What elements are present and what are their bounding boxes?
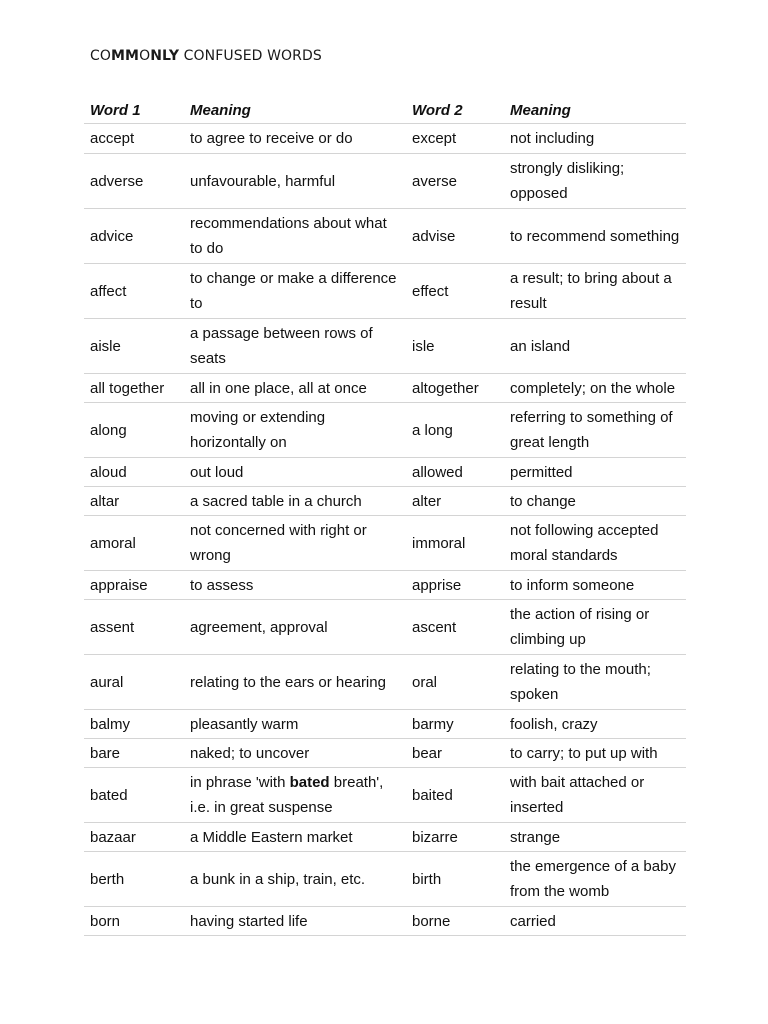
table-row <box>84 571 686 600</box>
meaning-2-cell: referring to something of great length <box>504 403 686 458</box>
word-1-cell: all together <box>84 374 184 403</box>
meaning-2-cell: completely; on the whole <box>504 374 686 403</box>
word-2-cell: allowed <box>406 458 504 487</box>
word-1-cell: assent <box>84 600 184 655</box>
table-row <box>84 739 686 768</box>
meaning-1-cell <box>184 768 406 823</box>
meaning-text: in phrase 'with <box>190 774 290 791</box>
word-2-cell: isle <box>406 319 504 374</box>
word-2-cell: except <box>406 124 504 154</box>
meaning-2-cell: an island <box>504 319 686 374</box>
meaning-2-cell: foolish, crazy <box>504 710 686 739</box>
meaning-1-cell: to agree to receive or do <box>184 124 406 154</box>
word-1-cell: affect <box>84 264 184 319</box>
meaning-1-cell: a sacred table in a church <box>184 487 406 516</box>
meaning-2-cell: not including <box>504 124 686 154</box>
table-row <box>84 403 686 458</box>
page-title <box>90 48 322 64</box>
meaning-1-cell: out loud <box>184 458 406 487</box>
table-row <box>84 516 686 571</box>
word-1-cell: along <box>84 403 184 458</box>
meaning-1-cell: naked; to uncover <box>184 739 406 768</box>
table-row <box>84 319 686 374</box>
meaning-2-cell: to recommend something <box>504 209 686 264</box>
word-1-cell: born <box>84 907 184 936</box>
meaning-1-cell: moving or extending horizontally on <box>184 403 406 458</box>
table-row <box>84 154 686 209</box>
meaning-1-cell: a Middle Eastern market <box>184 823 406 852</box>
meaning-text: breath', i.e. in great suspense <box>190 774 384 816</box>
word-1-cell: accept <box>84 124 184 154</box>
table-row <box>84 209 686 264</box>
word-1-cell: aloud <box>84 458 184 487</box>
word-2-cell: advise <box>406 209 504 264</box>
word-2-cell: effect <box>406 264 504 319</box>
meaning-2-cell: the emergence of a baby from the womb <box>504 852 686 907</box>
confused-words-table <box>84 96 686 936</box>
header-meaning-1: Meaning <box>184 96 406 124</box>
meaning-1-cell: recommendations about what to do <box>184 209 406 264</box>
word-2-cell: averse <box>406 154 504 209</box>
header-meaning-2: Meaning <box>504 96 686 124</box>
meaning-2-cell: to carry; to put up with <box>504 739 686 768</box>
title-part: O <box>139 48 151 64</box>
table-row <box>84 264 686 319</box>
emphasized-word: bated <box>289 774 330 791</box>
meaning-2-cell: carried <box>504 907 686 936</box>
meaning-1-cell: a bunk in a ship, train, etc. <box>184 852 406 907</box>
table-row <box>84 487 686 516</box>
meaning-2-cell: with bait attached or inserted <box>504 768 686 823</box>
meaning-2-cell: strongly disliking; opposed <box>504 154 686 209</box>
meaning-1-cell: agreement, approval <box>184 600 406 655</box>
meaning-2-cell: relating to the mouth; spoken <box>504 655 686 710</box>
word-2-cell: bear <box>406 739 504 768</box>
table-row <box>84 852 686 907</box>
meaning-2-cell: a result; to bring about a result <box>504 264 686 319</box>
word-2-cell: borne <box>406 907 504 936</box>
meaning-1-cell: having started life <box>184 907 406 936</box>
title-part: CO <box>90 48 111 64</box>
header-word-1: Word 1 <box>84 96 184 124</box>
meaning-1-cell: to assess <box>184 571 406 600</box>
meaning-2-cell: strange <box>504 823 686 852</box>
word-2-cell: immoral <box>406 516 504 571</box>
header-word-2: Word 2 <box>406 96 504 124</box>
table-row <box>84 458 686 487</box>
meaning-1-cell: pleasantly warm <box>184 710 406 739</box>
meaning-1-cell: unfavourable, harmful <box>184 154 406 209</box>
word-1-cell: aural <box>84 655 184 710</box>
word-1-cell: altar <box>84 487 184 516</box>
meaning-2-cell: not following accepted moral standards <box>504 516 686 571</box>
word-1-cell: aisle <box>84 319 184 374</box>
word-1-cell: bazaar <box>84 823 184 852</box>
meaning-2-cell: to inform someone <box>504 571 686 600</box>
word-2-cell: birth <box>406 852 504 907</box>
word-1-cell: balmy <box>84 710 184 739</box>
word-2-cell: apprise <box>406 571 504 600</box>
table-row <box>84 768 686 823</box>
word-2-cell: altogether <box>406 374 504 403</box>
meaning-2-cell: permitted <box>504 458 686 487</box>
word-2-cell: barmy <box>406 710 504 739</box>
title-part: MM <box>111 48 140 64</box>
word-2-cell: bizarre <box>406 823 504 852</box>
meaning-1-cell: relating to the ears or hearing <box>184 655 406 710</box>
word-1-cell: appraise <box>84 571 184 600</box>
word-1-cell: bated <box>84 768 184 823</box>
word-1-cell: amoral <box>84 516 184 571</box>
table-row <box>84 600 686 655</box>
table-header-row <box>84 96 686 124</box>
word-1-cell: bare <box>84 739 184 768</box>
word-1-cell: advice <box>84 209 184 264</box>
word-1-cell: adverse <box>84 154 184 209</box>
word-2-cell: baited <box>406 768 504 823</box>
title-part: CONFUSED WORDS <box>179 48 322 64</box>
word-2-cell: alter <box>406 487 504 516</box>
title-part: NLY <box>150 48 180 64</box>
meaning-1-cell: all in one place, all at once <box>184 374 406 403</box>
word-2-cell: oral <box>406 655 504 710</box>
word-2-cell: a long <box>406 403 504 458</box>
table-row <box>84 710 686 739</box>
meaning-2-cell: the action of rising or climbing up <box>504 600 686 655</box>
word-1-cell: berth <box>84 852 184 907</box>
table-row <box>84 655 686 710</box>
word-2-cell: ascent <box>406 600 504 655</box>
table-row <box>84 374 686 403</box>
table-row <box>84 907 686 936</box>
meaning-1-cell: to change or make a difference to <box>184 264 406 319</box>
table-row <box>84 124 686 154</box>
meaning-1-cell: a passage between rows of seats <box>184 319 406 374</box>
meaning-1-cell: not concerned with right or wrong <box>184 516 406 571</box>
meaning-2-cell: to change <box>504 487 686 516</box>
table-row <box>84 823 686 852</box>
